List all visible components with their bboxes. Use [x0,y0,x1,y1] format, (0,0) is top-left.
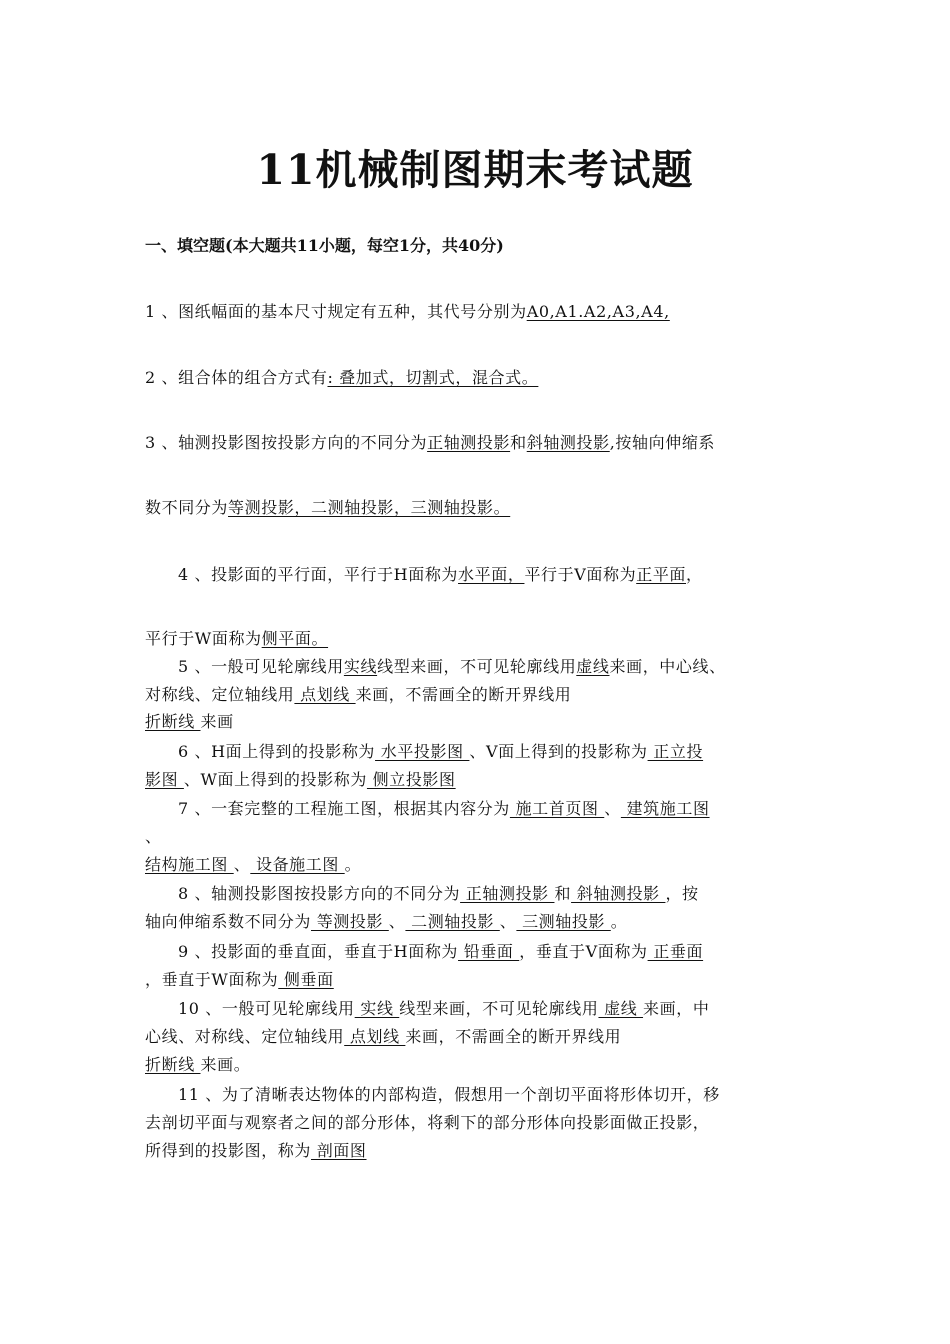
question-number: 6 、 [178,742,212,761]
answer-blank: : 叠加式，切割式，混合式。 [327,368,539,387]
question-number: 7 、 [178,799,212,818]
answer-blank: 铅垂面 [458,942,520,961]
question-text: 去剖切平面与观察者之间的部分形体，将剩下的部分形体向投影面做正投影， [145,1113,710,1132]
answer-blank: 侧垂面 [278,970,334,989]
question-7-line-2 [145,825,162,849]
question-5-line-3 [145,710,234,734]
question-3-line-2 [145,496,510,520]
question-text: 。 [610,912,628,931]
question-number: 8 、 [178,884,212,903]
answer-blank: 实线 [354,999,400,1018]
question-text: 图纸幅面的基本尺寸规定有五种，其代号分别为 [178,302,527,321]
question-text: 线型来画，不可见轮廓线用 [377,657,577,676]
question-text: 、 [145,827,162,846]
answer-blank: 折断线 [145,712,201,731]
question-text: 来画，中 [643,999,710,1018]
answer-blank: 建筑施工图 [620,799,710,818]
question-11-line-3 [145,1139,367,1163]
answer-blank: 折断线 [145,1055,201,1074]
question-text: 来画，不需画全的断开界线用 [405,1027,622,1046]
question-text: 。 [344,855,362,874]
question-number: 3 、 [145,433,179,452]
question-text: 所得到的投影图，称为 [145,1141,312,1160]
answer-blank: 施工首页图 [509,799,605,818]
answer-blank: 等测投影，二测轴投影，三测轴投影。 [228,498,511,517]
answer-blank: 正平面 [636,565,687,584]
answer-blank: 水平投影图 [375,742,470,761]
question-text: H面上得到的投影称为 [211,742,376,761]
question-text: 来画，中心线、 [609,657,726,676]
question-text: 、 [499,912,517,931]
question-9-line-1 [178,940,703,964]
question-text: 来画 [200,712,234,731]
question-text: ，垂直于V面称为 [519,942,648,961]
question-text: 一般可见轮廓线用 [221,999,355,1018]
answer-blank: 虚线 [598,999,644,1018]
question-7-line-1 [178,797,710,821]
answer-blank: 设备施工图 [250,855,345,874]
answer-blank: 等测投影 [311,912,389,931]
question-text: 轴向伸缩系数不同分为 [145,912,312,931]
question-text: 为了清晰表达物体的内部构造，假想用一个剖切平面将形体切开，移 [221,1085,720,1104]
question-text: 和 [510,433,527,452]
question-text: 、 [388,912,406,931]
question-text: ， [686,565,703,584]
question-text: 来画，不需画全的断开界线用 [355,685,572,704]
question-number: 4 、 [178,565,212,584]
answer-blank: A0,A1.A2,A3,A4, [526,302,670,321]
answer-blank: 结构施工图 [145,855,234,874]
question-number: 1 、 [145,302,179,321]
question-3-line-1 [145,431,715,455]
answer-blank: 水平面， [458,565,525,584]
answer-blank: 侧立投影图 [366,770,456,789]
question-text: 平行于W面称为 [145,629,262,648]
question-text: 组合体的组合方式有 [178,368,328,387]
question-number: 2 、 [145,368,179,387]
question-8-line-2 [145,910,627,934]
answer-blank: 正垂面 [647,942,704,961]
answer-blank: 点划线 [344,1027,406,1046]
question-9-line-2 [145,968,334,992]
answer-blank: 实线 [343,657,378,676]
answer-blank: 正立投 [647,742,704,761]
question-10-line-3 [145,1053,250,1077]
answer-blank: 正轴测投影 [460,884,555,903]
question-text: 、 [604,799,621,818]
question-number: 5 、 [178,657,212,676]
question-text: 线型来画，不可见轮廓线用 [399,999,599,1018]
question-text: ,按轴向伸缩系 [609,433,716,452]
section-heading: 一、填空题(本大题共11小题，每空1分，共40分) [145,236,504,255]
question-11-line-1 [178,1083,720,1107]
answer-blank: 正轴测投影 [427,433,511,452]
question-4-line-1 [178,563,703,587]
question-1 [145,300,670,324]
question-text: 心线、对称线、定位轴线用 [145,1027,345,1046]
question-text: 对称线、定位轴线用 [145,685,295,704]
question-text: 轴测投影图按投影方向的不同分为 [211,884,461,903]
answer-blank: 虚线 [576,657,610,676]
question-text: 一套完整的工程施工图，根据其内容分为 [211,799,510,818]
question-7-line-3 [145,853,361,877]
question-number: 11 、 [178,1085,222,1104]
question-text: 投影面的垂直面，垂直于H面称为 [211,942,459,961]
question-8-line-1 [178,882,699,906]
answer-blank: 三测轴投影 [516,912,611,931]
question-5-line-1 [178,655,726,679]
question-text: 、W面上得到的投影称为 [183,770,367,789]
answer-blank: 斜轴测投影 [571,884,666,903]
question-text: 平行于V面称为 [524,565,637,584]
answer-blank: 影图 [145,770,184,789]
question-text: ，垂直于W面称为 [145,970,279,989]
question-10-line-1 [178,997,709,1021]
answer-blank: 剖面图 [311,1141,367,1160]
question-4-line-2 [145,627,328,651]
page-title: 11机械制图期末考试题 [256,146,694,194]
question-text: 、 [233,855,251,874]
answer-blank: 斜轴测投影 [526,433,610,452]
question-text: 数不同分为 [145,498,229,517]
answer-blank: 二测轴投影 [405,912,500,931]
question-6-line-2 [145,768,456,792]
question-10-line-2 [145,1025,621,1049]
question-text: 投影面的平行面，平行于H面称为 [211,565,459,584]
question-text: ，按 [665,884,699,903]
question-text: 轴测投影图按投影方向的不同分为 [178,433,428,452]
answer-blank: 点划线 [294,685,356,704]
question-text: 来画。 [200,1055,251,1074]
question-text: 一般可见轮廓线用 [211,657,344,676]
question-number: 9 、 [178,942,212,961]
question-11-line-2 [145,1111,709,1135]
question-5-line-2 [145,683,571,707]
answer-blank: 侧平面。 [261,629,329,648]
question-6-line-1 [178,740,703,764]
question-number: 10 、 [178,999,222,1018]
question-2 [145,366,538,390]
question-text: 、V面上得到的投影称为 [469,742,648,761]
question-text: 和 [554,884,572,903]
